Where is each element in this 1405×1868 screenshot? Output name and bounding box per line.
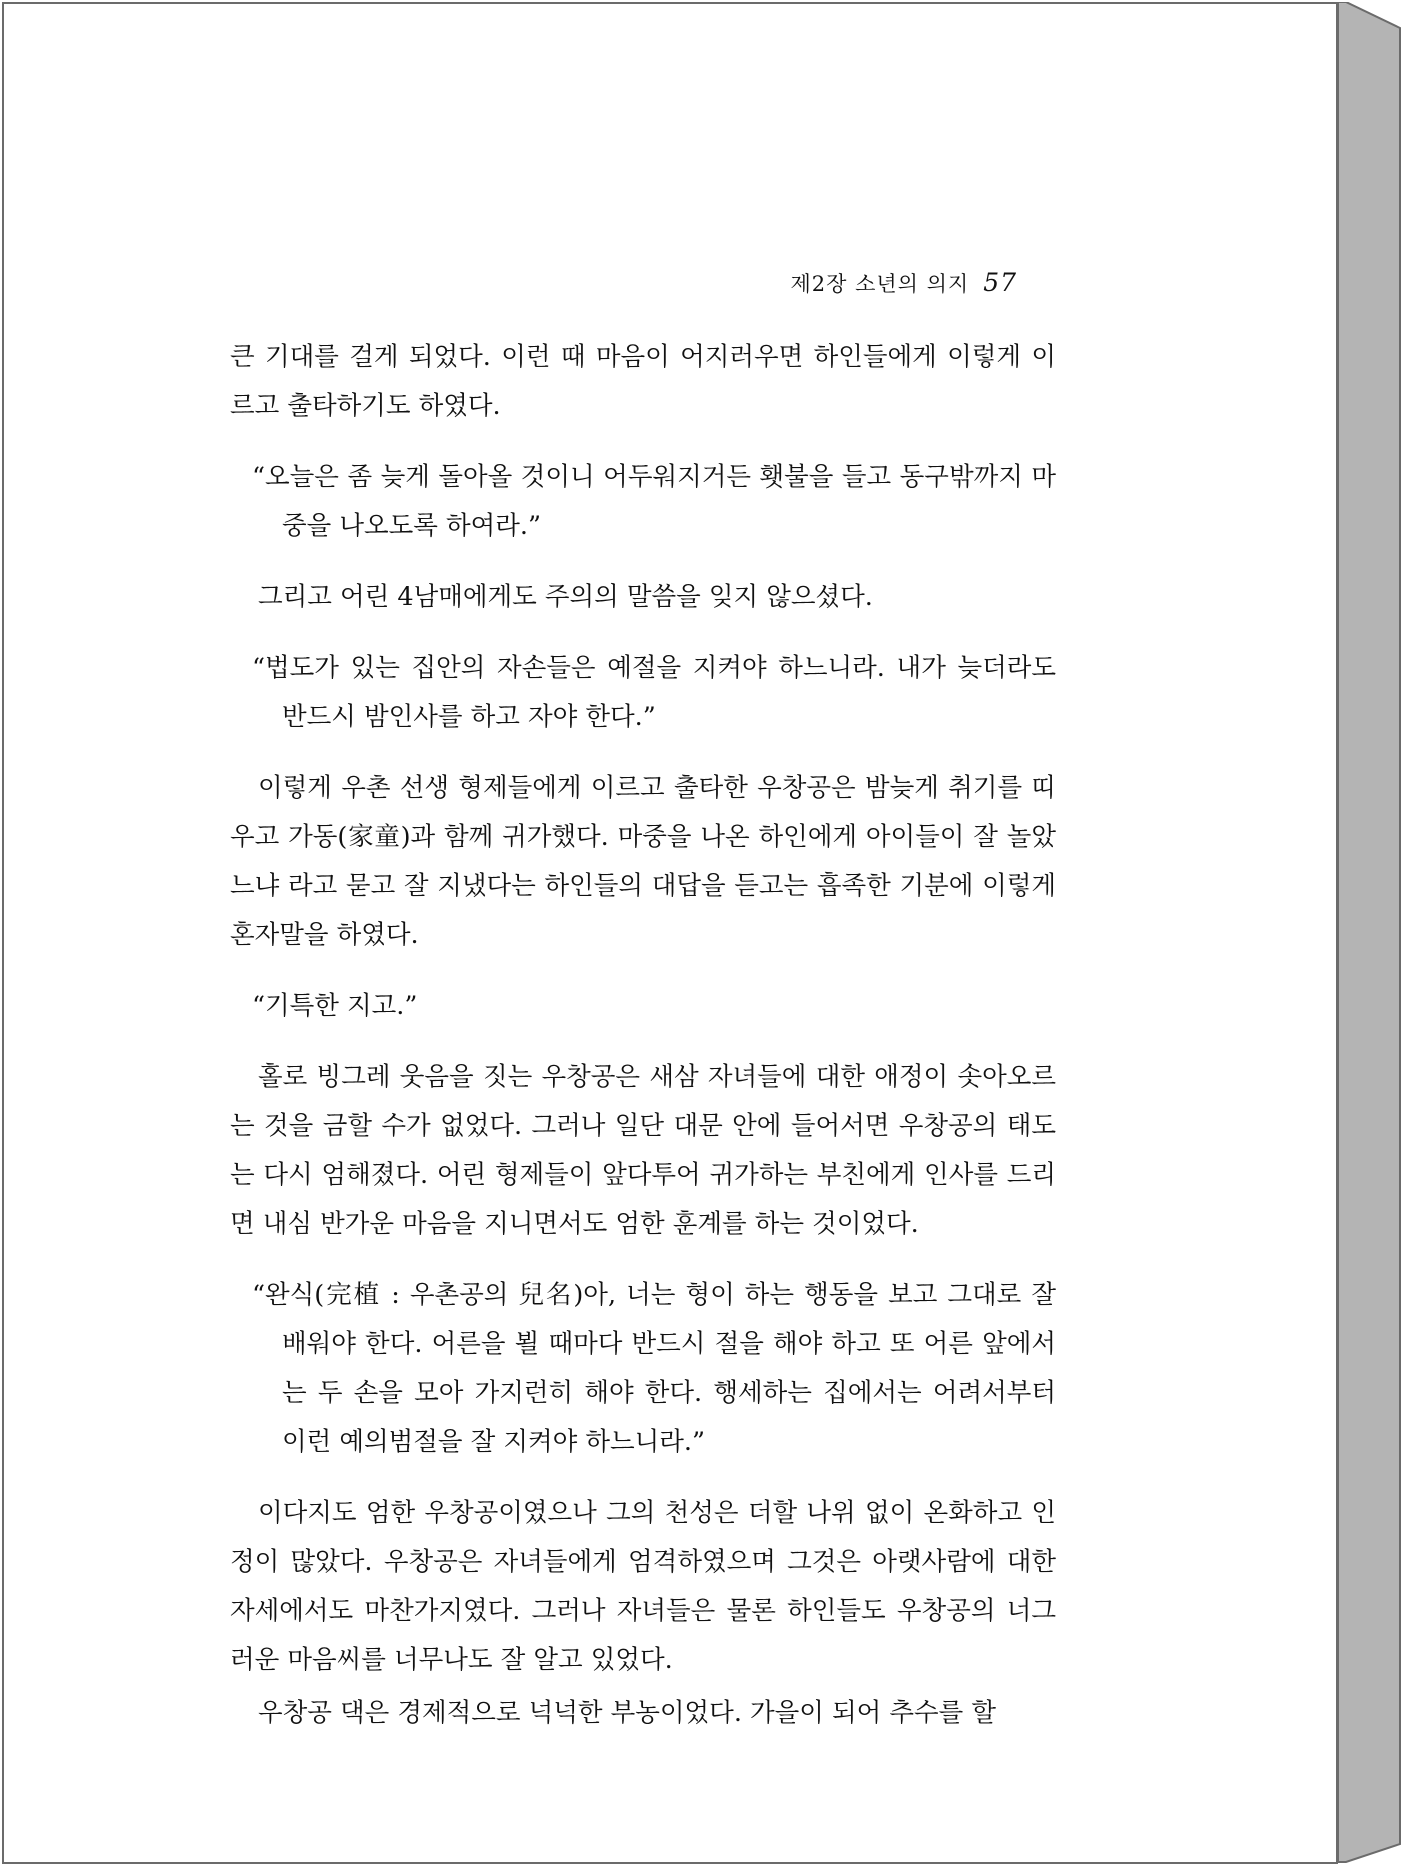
- paragraph: 홀로 빙그레 웃음을 짓는 우창공은 새삼 자녀들에 대한 애정이 솟아오르는 것을 금할 수가 없었다. 그러나 일단 대문 안에 들어서면 우창공의 태도는 다시 엄해졌다. 어린 형제들이 앞다투어 귀가하는 부친에게 인사를 드리면 내심 반가운 마음을 지니면서도 엄한 훈계를 하는 것이었다.: [230, 1062, 1056, 1239]
- paragraph: 이다지도 엄한 우창공이였으나 그의 천성은 더할 나위 없이 온화하고 인정이 많았다. 우창공은 자녀들에게 엄격하였으며 그것은 아랫사람에 대한 자세에서도 마찬가지였다. 그러나 자녀들은 물론 하인들도 우창공의 너그러운 마음씨를 너무나도 잘 알고 있었다.: [230, 1498, 1056, 1675]
- paragraph: 큰 기대를 걸게 되었다. 이런 때 마음이 어지러우면 하인들에게 이렇게 이르고 출타하기도 하였다.: [230, 342, 1056, 421]
- quote-paragraph: “오늘은 좀 늦게 돌아올 것이니 어두워지거든 횃불을 들고 동구밖까지 마중을 나오도록 하여라.”: [252, 462, 1056, 541]
- paragraph: 이렇게 우촌 선생 형제들에게 이르고 출타한 우창공은 밤늦게 취기를 띠우고 가동(家童)과 함께 귀가했다. 마중을 나온 하인에게 아이들이 잘 놀았느냐 라고 묻고 잘 지냈다는 하인들의 대답을 듣고는 흡족한 기분에 이렇게 혼자말을 하였다.: [230, 773, 1056, 950]
- paragraph: 우창공 댁은 경제적으로 넉넉한 부농이었다. 가을이 되어 추수를 할: [258, 1698, 997, 1728]
- quote-paragraph: “기특한 지고.”: [252, 991, 418, 1021]
- paragraph: 그리고 어린 4남매에게도 주의의 말씀을 잊지 않으셨다.: [258, 582, 873, 612]
- chapter-title: 제2장 소년의 의지: [790, 272, 970, 296]
- quote-paragraph: “법도가 있는 집안의 자손들은 예절을 지켜야 하느니라. 내가 늦더라도 반드시 밤인사를 하고 자야 한다.”: [252, 653, 1056, 732]
- page-number: 57: [983, 268, 1017, 297]
- page-edge-decoration: [1338, 2, 1402, 1864]
- body-text: [230, 333, 1056, 1738]
- quote-paragraph: “완식(完植 : 우촌공의 兒名)아, 너는 형이 하는 행동을 보고 그대로 잘 배워야 한다. 어른을 뵐 때마다 반드시 절을 해야 하고 또 어른 앞에서는 두 손을 모아 가지런히 해야 한다. 행세하는 집에서는 어려서부터 이런 예의범절을 잘 지켜야 하느니라.”: [252, 1280, 1056, 1457]
- running-header: [790, 268, 1017, 298]
